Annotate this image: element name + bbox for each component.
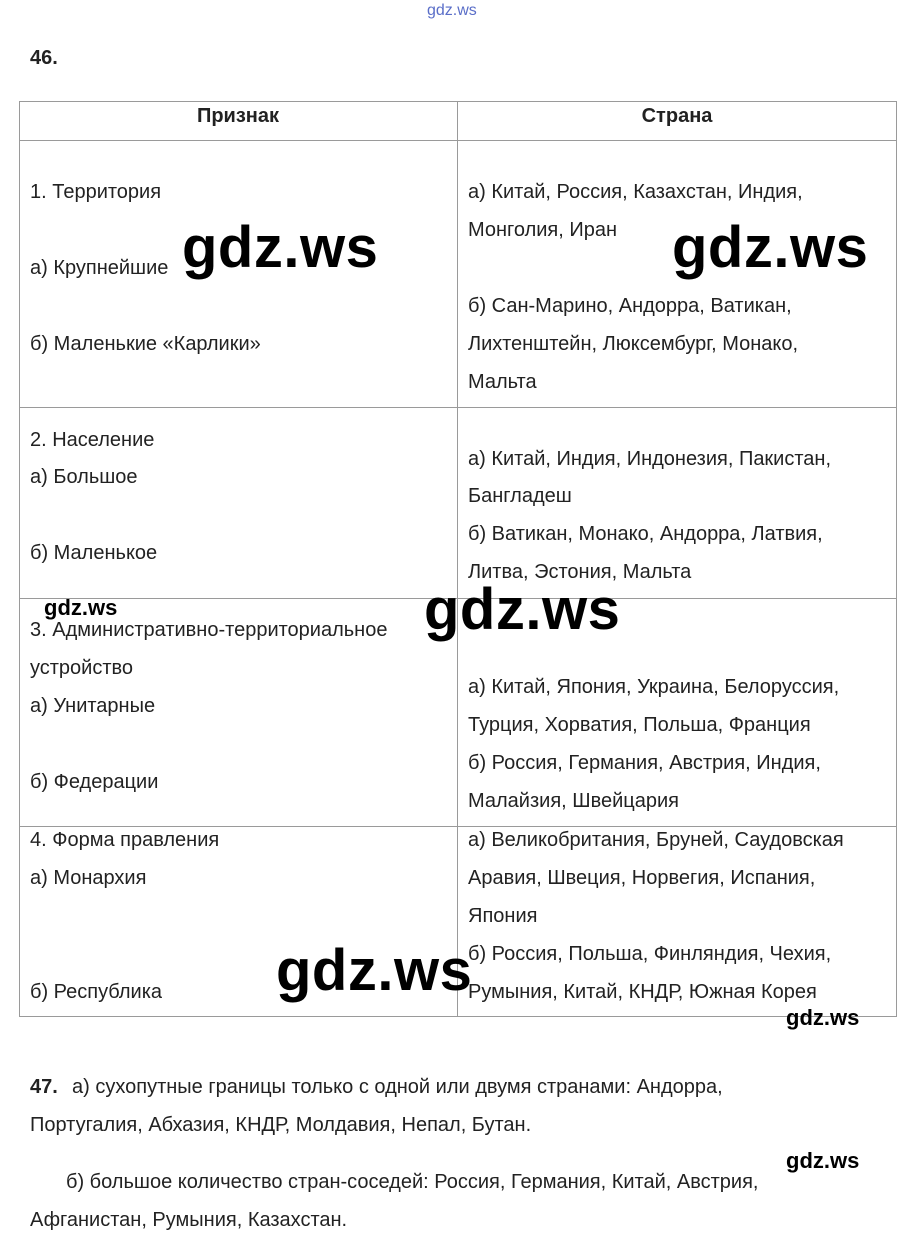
row4-country-line: б) Россия, Польша, Финляндия, Чехия, <box>468 943 832 965</box>
row4-country-line: Япония <box>468 905 538 927</box>
row2-country-line: Бангладеш <box>468 485 572 507</box>
row3-country-line: Малайзия, Швейцария <box>468 790 679 812</box>
row1-country-line: б) Сан-Марино, Андорра, Ватикан, <box>468 295 792 317</box>
table-header-divider <box>19 140 897 141</box>
row1-country-line: а) Китай, Россия, Казахстан, Индия, <box>468 181 803 203</box>
watermark-large: gdz.ws <box>424 577 621 642</box>
row2-country-line: а) Китай, Индия, Индонезия, Пакистан, <box>468 448 832 470</box>
row2-feature-a: а) Большое <box>30 466 138 488</box>
row1-feature-b: б) Маленькие «Карлики» <box>30 333 261 355</box>
row3-feature-b: б) Федерации <box>30 771 159 793</box>
task-47-a-line: Португалия, Абхазия, КНДР, Молдавия, Непал, Бутан. <box>30 1114 532 1136</box>
task-47-a-line: а) сухопутные границы только с одной или двумя странами: Андорра, <box>72 1076 723 1098</box>
row2-feature-title: 2. Население <box>30 429 155 451</box>
table-border-right <box>896 101 897 1017</box>
row1-country-line: Монголия, Иран <box>468 219 618 241</box>
row4-feature-b: б) Республика <box>30 981 163 1003</box>
watermark-large: gdz.ws <box>276 938 473 1003</box>
row3-country-line: б) Россия, Германия, Австрия, Индия, <box>468 752 821 774</box>
task-47-number: 47. <box>30 1076 58 1098</box>
table-border-top <box>19 101 897 102</box>
row4-country-line: а) Великобритания, Бруней, Саудовская <box>468 829 844 851</box>
row3-country-line: а) Китай, Япония, Украина, Белоруссия, <box>468 676 840 698</box>
table-border-left <box>19 101 20 1017</box>
table-column-divider <box>457 101 458 1017</box>
watermark-large: gdz.ws <box>182 215 379 280</box>
table-border-bottom <box>19 1016 897 1017</box>
row3-country-line: Турция, Хорватия, Польша, Франция <box>468 714 811 736</box>
row2-country-line: Литва, Эстония, Мальта <box>468 561 692 583</box>
top-watermark: gdz.ws <box>427 2 477 19</box>
header-feature: Признак <box>196 105 280 127</box>
task-47-b-line: Афганистан, Румыния, Казахстан. <box>30 1209 348 1231</box>
row3-feature-title: 3. Административно-территориальное <box>30 619 388 641</box>
watermark-small: gdz.ws <box>786 1148 860 1173</box>
row1-feature-a: а) Крупнейшие <box>30 257 169 279</box>
watermark-large: gdz.ws <box>672 215 869 280</box>
row3-feature-a: а) Унитарные <box>30 695 156 717</box>
row1-country-line: Лихтенштейн, Люксембург, Монако, <box>468 333 799 355</box>
watermark-small: gdz.ws <box>44 595 118 620</box>
row4-country-line: Аравия, Швеция, Норвегия, Испания, <box>468 867 816 889</box>
task-46-number: 46. <box>30 47 58 69</box>
task-47-b-line: б) большое количество стран-соседей: Россия, Германия, Китай, Австрия, <box>66 1171 759 1193</box>
row4-feature-title: 4. Форма правления <box>30 829 220 851</box>
row4-feature-a: а) Монархия <box>30 867 147 889</box>
row3-feature-title-cont: устройство <box>30 657 134 679</box>
header-country: Страна <box>641 105 713 127</box>
row1-feature-title: 1. Территория <box>30 181 162 203</box>
row4-country-line: Румыния, Китай, КНДР, Южная Корея <box>468 981 817 1003</box>
row2-feature-b: б) Маленькое <box>30 542 158 564</box>
watermark-small: gdz.ws <box>786 1005 860 1030</box>
table-row-divider <box>19 407 897 408</box>
row1-country-line: Мальта <box>468 371 537 393</box>
row2-country-line: б) Ватикан, Монако, Андорра, Латвия, <box>468 523 823 545</box>
